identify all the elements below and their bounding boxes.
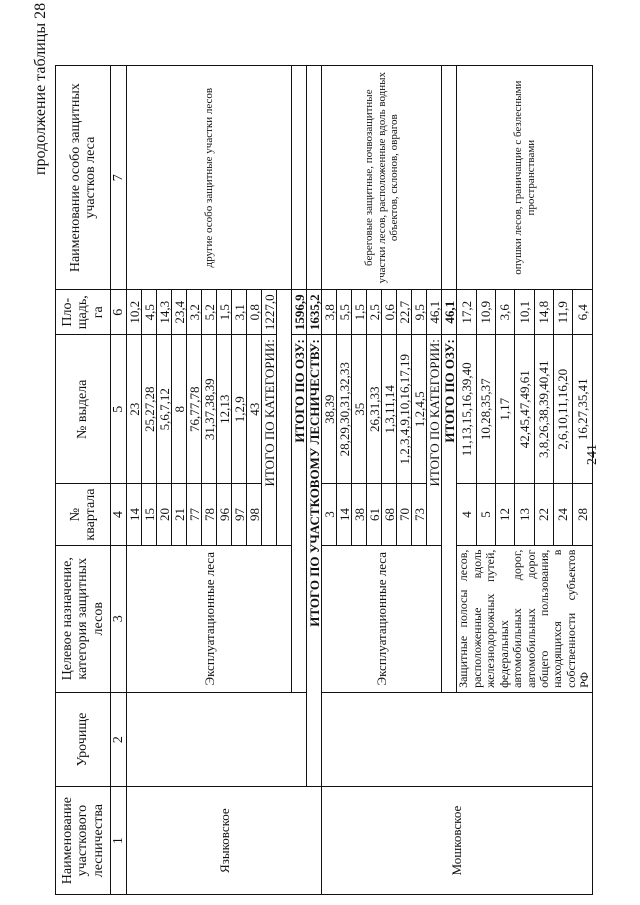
header-tract: Урочище [56,692,111,786]
plot-cell: 42,45,47,49,61 [515,335,534,484]
ozu-total-label: ИТОГО ПО ОЗУ: [292,335,307,693]
area-cell: 10,2 [127,290,142,335]
area-cell: 2,5 [367,290,382,335]
quarter-cell: 24 [554,484,573,545]
quarter-cell: 22 [534,484,553,545]
quarter-cell: 3 [322,484,337,545]
area-cell: 4,5 [142,290,157,335]
category-cell: Эксплуатационные леса [127,545,292,692]
quarter-cell: 13 [515,484,534,545]
area-cell: 10,9 [476,290,495,335]
header-row [56,66,111,895]
forestry-total-label: ИТОГО ПО УЧАСТКОВОМУ ЛЕСНИЧЕСТВУ: [307,335,322,787]
table-row [322,66,337,895]
ozu-total-label: ИТОГО ПО ОЗУ: [442,335,457,693]
header-forestry: Наименование участкового лесничества [56,787,111,895]
category-cell: Защитные полосы лесов, расположенные вдоль железнодорожных путей, федеральных автомобильных дорог, автомобильных дорог общего пользования, находящихся в собственности субъектов РФ [457,545,592,692]
area-cell: 11,9 [554,290,573,335]
area-cell: 17,2 [457,290,476,335]
area-cell: 5,5 [337,290,352,335]
area-cell: 3,1 [232,290,247,335]
category-total-label: ИТОГО ПО КАТЕГОРИИ: [262,335,277,545]
quarter-cell: 12 [496,484,515,545]
plot-cell: 23 [127,335,142,484]
ozu-name-cell: береговые защитные, почвозащитные участки лесов, расположенные вдоль водных объектов, склонов, оврагов [322,66,442,290]
area-cell: 3,8 [322,290,337,335]
quarter-cell: 15 [142,484,157,545]
area-cell: 14,3 [157,290,172,335]
quarter-cell: 28 [573,484,592,545]
quarter-cell: 68 [382,484,397,545]
plot-cell: 8 [172,335,187,484]
header-plot: № выдела [56,335,111,484]
header-quarter: № квартала [56,484,111,545]
header-ozu: Наименование особо защитных участков леса [56,66,111,290]
area-cell: 9,5 [412,290,427,335]
plot-cell: 28,29,30,31,32,33 [337,335,352,484]
area-cell: 14,8 [534,290,553,335]
quarter-cell: 14 [337,484,352,545]
category-cell: Эксплуатационные леса [322,545,442,692]
area-cell: 0,6 [382,290,397,335]
plot-cell: 3,8,26,38,39,40,41 [534,335,553,484]
plot-cell: 12,13 [217,335,232,484]
quarter-cell: 98 [247,484,262,545]
forestry-total-row [307,66,322,895]
category-total-label: ИТОГО ПО КАТЕГОРИИ: [427,335,442,545]
plot-cell: 16,27,35,41 [573,335,592,484]
area-cell: 22,7 [397,290,412,335]
forestry-name: Языковское [127,787,322,895]
table-caption: продолжение таблицы 28 [32,2,49,175]
plot-cell: 1,17 [496,335,515,484]
quarter-cell: 77 [187,484,202,545]
ozu-name-cell: опушки лесов, граничащие с безлесными пространствами [457,66,592,290]
plot-cell: 1,2,9 [232,335,247,484]
plot-cell: 43 [247,335,262,484]
forestry-name: Мошковское [322,787,592,895]
quarter-cell: 97 [232,484,247,545]
area-cell: 1,5 [217,290,232,335]
plot-cell: 38,39 [322,335,337,484]
index-cell: 3 [111,545,127,692]
quarter-cell: 21 [172,484,187,545]
area-cell: 3,2 [187,290,202,335]
index-cell: 2 [111,692,127,786]
table-row [127,66,142,895]
column-index-row [111,66,127,895]
plot-cell: 76,77,78 [187,335,202,484]
tract-cell [127,692,307,786]
quarter-cell: 61 [367,484,382,545]
area-cell: 1,5 [352,290,367,335]
plot-cell: 1,2,3,4,9,10,16,17,19 [397,335,412,484]
quarter-cell: 78 [202,484,217,545]
plot-cell: 10,28,35,37 [476,335,495,484]
area-cell: 0,8 [247,290,262,335]
category-total-value: 46,1 [427,290,442,335]
category-total-value: 1227,0 [262,290,277,335]
plot-cell: 11,13,15,16,39,40 [457,335,476,484]
quarter-cell: 14 [127,484,142,545]
header-area: Пло-щадь, га [56,290,111,335]
quarter-cell: 73 [412,484,427,545]
plot-cell: 1,2,4,5 [412,335,427,484]
plot-cell: 5,6,7,12 [157,335,172,484]
area-cell: 10,1 [515,290,534,335]
forest-table [55,65,593,895]
ozu-total-value: 46,1 [442,290,457,335]
index-cell: 5 [111,335,127,484]
ozu-total-value: 1596,9 [292,290,307,335]
header-purpose: Целевое назначение, категория защитных лесов [56,545,111,692]
quarter-cell: 4 [457,484,476,545]
quarter-cell: 96 [217,484,232,545]
plot-cell: 26,31,33 [367,335,382,484]
area-cell: 6,4 [573,290,592,335]
ozu-name-cell: другие особо защитные участки лесов [127,66,292,290]
area-cell: 5,2 [202,290,217,335]
plot-cell: 25,27,28 [142,335,157,484]
index-cell: 6 [111,290,127,335]
index-cell: 7 [111,66,127,290]
plot-cell: 1,3,11,14 [382,335,397,484]
tract-cell [322,692,592,786]
area-cell: 23,4 [172,290,187,335]
plot-cell: 2,6,10,11,16,20 [554,335,573,484]
forestry-total-value: 1635,2 [307,290,322,335]
quarter-cell: 70 [397,484,412,545]
plot-cell: 35 [352,335,367,484]
area-cell: 3,6 [496,290,515,335]
index-cell: 4 [111,484,127,545]
page-number: 241 [585,444,600,465]
quarter-cell: 20 [157,484,172,545]
quarter-cell: 5 [476,484,495,545]
plot-cell: 31,37,38,39 [202,335,217,484]
quarter-cell: 38 [352,484,367,545]
index-cell: 1 [111,787,127,895]
